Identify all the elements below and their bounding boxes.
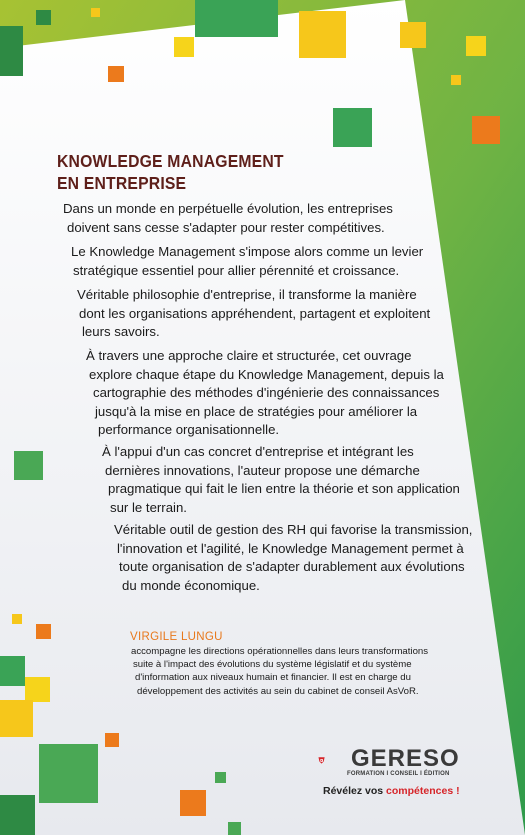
paragraph-line: Véritable outil de gestion des RH qui favorise la transmission, <box>114 522 473 537</box>
decor-square <box>12 614 22 624</box>
publisher-tagline: FORMATION I CONSEIL I ÉDITION <box>347 771 450 777</box>
decor-square <box>228 822 241 835</box>
paragraph-line: Le Knowledge Management s'impose alors comme un levier <box>71 244 424 259</box>
author-bio <box>131 645 428 698</box>
decor-square <box>195 0 278 37</box>
bio-line: accompagne les directions opérationnelles dans leurs transformations <box>131 646 429 657</box>
paragraph-4 <box>86 347 444 440</box>
decor-square <box>180 790 206 816</box>
paragraph-1 <box>63 200 393 237</box>
paragraph-line: jusqu'à la mise en place de stratégies pour améliorer la <box>95 403 418 419</box>
publisher-slogan <box>323 785 460 797</box>
paragraph-line: l'innovation et l'agilité, le Knowledge Management permet à <box>117 540 464 556</box>
decor-square <box>0 656 25 686</box>
bio-line: développement des activités au sein du cabinet de conseil AsVoR. <box>137 685 419 697</box>
title-line: KNOWLEDGE MANAGEMENT <box>57 151 284 171</box>
decor-square <box>466 36 486 56</box>
paragraph-line: sur le terrain. <box>110 499 187 515</box>
decor-square <box>14 451 43 480</box>
paragraph-line: dont les organisations appréhendent, partagent et exploitent <box>79 305 431 321</box>
decor-square <box>36 10 51 25</box>
paragraph-line: leurs savoirs. <box>82 324 160 340</box>
decor-square <box>0 795 35 835</box>
decor-square <box>400 22 426 48</box>
paragraph-line: performance organisationnelle. <box>98 422 280 438</box>
decor-square <box>36 624 51 639</box>
publisher-name: GERESO <box>351 745 460 772</box>
paragraph-line: explore chaque étape du Knowledge Management, depuis la <box>89 366 444 382</box>
decor-square <box>0 26 23 76</box>
slogan-prefix: Révélez vos <box>323 785 387 797</box>
paragraph-line: À travers une approche claire et structurée, cet ouvrage <box>86 348 412 363</box>
bio-line: d'information aux niveaux humain et financier. Il est en charge du <box>135 672 411 684</box>
paragraph-line: dernières innovations, l'auteur propose une démarche <box>105 462 420 478</box>
paragraph-line: Dans un monde en perpétuelle évolution, les entreprises <box>63 201 393 216</box>
paragraph-line: Véritable philosophie d'entreprise, il transforme la manière <box>77 287 417 302</box>
slogan-accent: compétences ! <box>386 785 460 797</box>
decor-square <box>91 8 100 17</box>
paragraph-2 <box>71 243 423 280</box>
paragraph-3 <box>77 286 430 342</box>
paragraph-line: pragmatique qui fait le lien entre la théorie et son application <box>108 481 460 497</box>
gereso-logo-icon <box>318 745 350 777</box>
book-title <box>57 150 284 194</box>
decor-square <box>108 66 124 82</box>
paragraph-line: toute organisation de s'adapter durablement aux évolutions <box>119 559 465 575</box>
decor-square <box>174 37 194 57</box>
decor-square <box>299 11 346 58</box>
paragraph-line: doivent sans cesse s'adapter pour rester compétitives. <box>67 219 385 235</box>
paragraph-line: cartographie des méthodes d'ingénierie des connaissances <box>93 385 440 401</box>
paragraph-6 <box>114 521 472 595</box>
decor-square <box>39 744 98 803</box>
decor-square <box>333 108 372 147</box>
paragraph-line: À l'appui d'un cas concret d'entreprise et intégrant les <box>102 444 414 459</box>
decor-square <box>0 700 33 737</box>
author-name: VIRGILE LUNGU <box>130 631 223 643</box>
decor-square <box>105 733 119 747</box>
paragraph-line: du monde économique. <box>122 577 260 593</box>
decor-square <box>472 116 500 144</box>
title-line: EN ENTREPRISE <box>57 173 187 193</box>
paragraph-5 <box>102 443 460 517</box>
decor-square <box>451 75 461 85</box>
decor-square <box>215 772 226 783</box>
decor-square <box>25 677 50 702</box>
paragraph-line: stratégique essentiel pour allier pérennité et croissance. <box>73 262 400 278</box>
bio-line: suite à l'impact des évolutions du système législatif et du système <box>133 659 412 671</box>
